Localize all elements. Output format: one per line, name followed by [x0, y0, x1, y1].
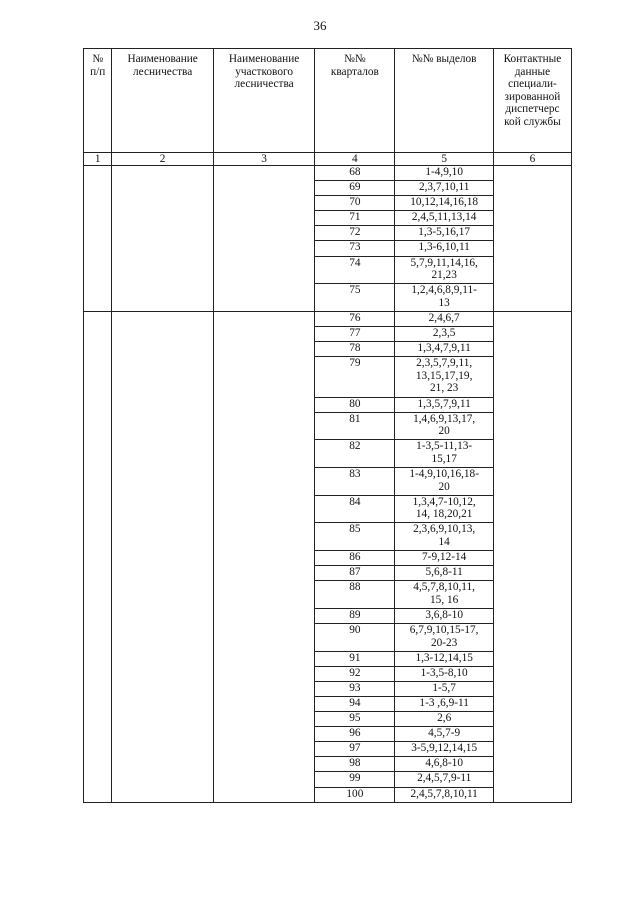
vydely-cell: [395, 523, 493, 551]
column-number: 6: [493, 153, 571, 166]
vydely-line: 2,6: [437, 712, 452, 725]
header-line: №№ выделов: [411, 53, 477, 65]
kvartal-cell: 85: [315, 523, 395, 551]
column-number: 3: [213, 153, 314, 166]
kvartal-cell: 90: [315, 624, 395, 652]
vydely-cell: [395, 357, 493, 397]
vydely-line: 7-9,12-14: [422, 551, 467, 564]
vydely-line: 4,6,8-10: [425, 757, 463, 770]
vydely-line: 1-3,5-11,13-: [416, 440, 473, 453]
vydely-line: 13: [438, 296, 450, 309]
kvartal-cell: 89: [315, 608, 395, 623]
column-number: 5: [395, 153, 493, 166]
vydely-line: 20-23: [430, 636, 458, 649]
header-line: специали-: [508, 78, 557, 91]
vydely-line: 1-4,9,10: [425, 166, 463, 178]
kvartal-cell: 78: [315, 342, 395, 357]
kvartal-cell: 71: [315, 211, 395, 226]
vydely-line: 10,12,14,16,18: [410, 196, 479, 209]
vydely-cell: [395, 196, 493, 211]
vydely-cell: [395, 397, 493, 412]
vydely-cell: [395, 742, 493, 757]
vydely-line: 1,4,6,9,13,17,: [413, 412, 476, 425]
vydely-cell: [395, 696, 493, 711]
vydely-cell: [395, 787, 493, 802]
vydely-cell: [395, 342, 493, 357]
kvartal-cell: 94: [315, 696, 395, 711]
vydely-line: 13,15,17,19,: [415, 369, 473, 382]
header-line: п/п: [90, 65, 106, 78]
vydely-cell: [395, 412, 493, 440]
kvartal-cell: 91: [315, 651, 395, 666]
vydely-cell: [395, 495, 493, 523]
vydely-line: 1,3,4,7,9,11: [417, 342, 471, 355]
header-line: лесничества: [234, 78, 294, 91]
kvartal-cell: 99: [315, 772, 395, 787]
vydely-cell: [395, 226, 493, 241]
table-row: [84, 166, 572, 181]
header-line: кой службы: [504, 115, 561, 128]
vydely-line: 1,3-6,10,11: [418, 241, 470, 254]
kvartal-cell: 68: [315, 166, 395, 181]
vydely-line: 1,3,5,7,9,11: [417, 397, 471, 410]
vydely-cell: [395, 256, 493, 284]
vydely-line: 1,3,4,7-10,12,: [412, 495, 476, 508]
kvartal-cell: 79: [315, 357, 395, 397]
vydely-line: 2,4,5,11,13,14: [411, 211, 477, 224]
kvartal-cell: 87: [315, 566, 395, 581]
vydely-line: 5,6,8-11: [425, 566, 463, 579]
vydely-line: 3-5,9,12,14,15: [411, 742, 478, 755]
vydely-cell: [395, 757, 493, 772]
table-header-row: [84, 49, 572, 153]
kvartal-cell: 80: [315, 397, 395, 412]
vydely-cell: [395, 651, 493, 666]
vydely-line: 21,23: [431, 269, 457, 282]
vydely-cell: [395, 666, 493, 681]
vydely-line: 1,2,4,6,8,9,11-: [411, 284, 477, 297]
header-line: участкового: [235, 65, 293, 78]
vydely-cell: [395, 681, 493, 696]
dispatch-contacts-cell: [493, 311, 571, 802]
header-number: [84, 49, 112, 153]
column-number: 2: [112, 153, 213, 166]
kvartal-cell: 72: [315, 226, 395, 241]
vydely-line: 14: [438, 535, 450, 548]
kvartal-cell: 75: [315, 284, 395, 312]
kvartal-cell: 97: [315, 742, 395, 757]
kvartal-cell: 82: [315, 440, 395, 468]
vydely-line: 4,5,7,8,10,11,: [413, 581, 476, 594]
vydely-line: 2,4,5,7,9-11: [417, 772, 472, 785]
header-line: Наименование: [228, 53, 300, 65]
vydely-cell: [395, 241, 493, 256]
vydely-line: 20: [438, 425, 450, 438]
header-line: данные: [514, 65, 551, 78]
header-line: диспетчерс: [505, 103, 560, 116]
vydely-line: 1-5,7: [432, 681, 456, 694]
header-forestry: [112, 49, 213, 153]
kvartal-cell: 74: [315, 256, 395, 284]
vydely-cell: [395, 327, 493, 342]
vydely-line: 14, 18,20,21: [415, 508, 473, 521]
kvartal-cell: 81: [315, 412, 395, 440]
vydely-cell: [395, 551, 493, 566]
header-line: №№: [344, 53, 366, 65]
district-forestry-cell: [213, 166, 314, 312]
kvartal-cell: 84: [315, 495, 395, 523]
vydely-cell: [395, 211, 493, 226]
table-row: [84, 311, 572, 326]
number-cell: [84, 166, 112, 312]
vydely-cell: [395, 166, 493, 181]
vydely-line: 4,5,7-9: [428, 727, 461, 740]
kvartal-cell: 98: [315, 757, 395, 772]
header-kvartals: [315, 49, 395, 153]
forestry-cell: [112, 311, 213, 802]
vydely-line: 1-3 ,6,9-11: [419, 696, 469, 709]
column-number: 1: [84, 153, 112, 166]
header-line: зированной: [504, 90, 561, 103]
vydely-line: 2,3,5: [432, 327, 456, 340]
vydely-line: 1-4,9,10,16,18-: [409, 467, 479, 480]
vydely-line: 2,3,7,10,11: [418, 181, 470, 194]
kvartal-cell: 69: [315, 181, 395, 196]
vydely-line: 2,4,6,7: [428, 311, 460, 324]
kvartal-cell: 77: [315, 327, 395, 342]
kvartal-cell: 83: [315, 467, 395, 495]
header-vydely: [395, 49, 493, 153]
vydely-cell: [395, 467, 493, 495]
kvartal-cell: 88: [315, 581, 395, 609]
vydely-cell: [395, 624, 493, 652]
district-forestry-cell: [213, 311, 314, 802]
kvartal-cell: 93: [315, 681, 395, 696]
header-line: Контактные: [503, 53, 562, 65]
kvartal-cell: 86: [315, 551, 395, 566]
vydely-line: 20: [438, 480, 450, 493]
header-line: Наименование: [127, 53, 198, 65]
vydely-cell: [395, 727, 493, 742]
vydely-line: 5,7,9,11,14,16,: [410, 256, 478, 269]
number-cell: [84, 311, 112, 802]
kvartal-cell: 76: [315, 311, 395, 326]
forestry-cell: [112, 166, 213, 312]
header-line: №: [92, 53, 104, 65]
vydely-cell: [395, 712, 493, 727]
kvartal-cell: 92: [315, 666, 395, 681]
vydely-line: 15, 16: [430, 593, 459, 606]
header-line: лесничества: [133, 65, 193, 78]
header-dispatch-contacts: [493, 49, 571, 153]
vydely-line: 21, 23: [430, 382, 459, 395]
vydely-cell: [395, 440, 493, 468]
vydely-line: 2,3,6,9,10,13,: [413, 523, 476, 536]
column-number: 4: [315, 153, 395, 166]
vydely-cell: [395, 566, 493, 581]
table-body: [84, 49, 572, 803]
vydely-cell: [395, 284, 493, 312]
column-number-row: [84, 153, 572, 166]
header-district-forestry: [213, 49, 314, 153]
header-line: кварталов: [330, 65, 379, 78]
vydely-line: 6,7,9,10,15-17,: [409, 624, 479, 637]
vydely-cell: [395, 181, 493, 196]
vydely-line: 15,17: [431, 452, 457, 465]
kvartal-cell: 95: [315, 712, 395, 727]
vydely-line: 2,4,5,7,8,10,11: [410, 787, 478, 800]
dispatch-contacts-cell: [493, 166, 571, 312]
vydely-cell: [395, 311, 493, 326]
kvartal-cell: 96: [315, 727, 395, 742]
kvartal-cell: 100: [315, 787, 395, 802]
forestry-districts-table: [83, 48, 572, 803]
vydely-line: 1,3-5,16,17: [418, 226, 471, 239]
vydely-cell: [395, 581, 493, 609]
vydely-line: 2,3,5,7,9,11,: [416, 357, 473, 370]
kvartal-cell: 73: [315, 241, 395, 256]
vydely-line: 1-3,5-8,10: [420, 666, 468, 679]
vydely-line: 3,6,8-10: [425, 608, 463, 621]
kvartal-cell: 70: [315, 196, 395, 211]
vydely-cell: [395, 608, 493, 623]
page-number: 36: [313, 18, 327, 33]
vydely-cell: [395, 772, 493, 787]
vydely-line: 1,3-12,14,15: [415, 651, 473, 664]
